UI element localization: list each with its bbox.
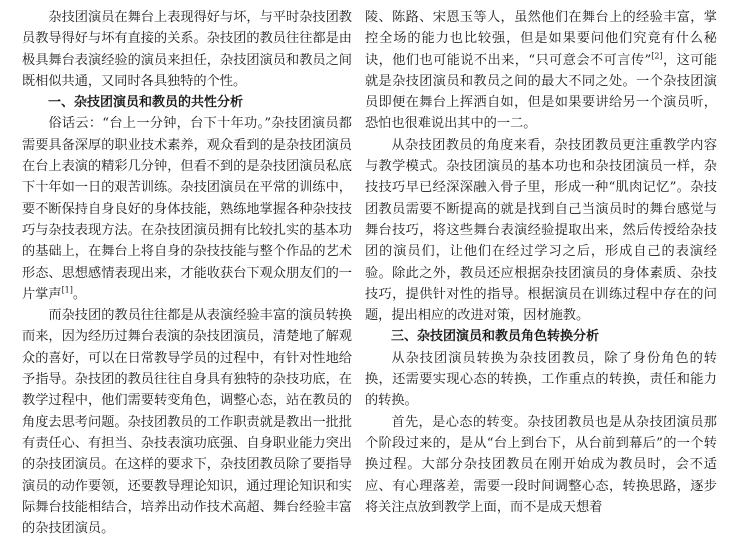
section-heading-3: 三、杂技团演员和教员角色转换分析 [391,329,600,345]
paragraph-2: 而杂技团的教员往往都是从表演经验丰富的演员转换而来，因为经历过舞台表演的杂技团演员，清楚地了解观众的喜好，可以在日常教导学员的过程中，有针对性地给予指导。杂技团的教员往往自身具有独特的杂技功底，在教学过程中，他们需要转变角色，调整心态，站在教员的角度去思考问题。杂技团教员的工作职责就是教出一批批有责任心、有担当、杂技表演功底强、自身职业能力突出的杂技团演员。在这样的要求下，杂技团教员除了要指导演员的动作要领，还要教导理论知识，通过理论知识和实际舞台技能相结合，培养出动作技术高超、舞台经验丰富的杂技团演员。 [22,308,352,537]
paragraph-1-end: 。 [72,286,87,302]
citation-ref-2[interactable]: [2] [651,51,663,61]
intro-paragraph: 杂技团演员在舞台上表现得好与坏，与平时杂技团教员教导得好与坏有直接的关系。杂技团的教员往往都是由极具舞台表演经验的演员来担任，杂技团演员和教员之间既相似共通，又同时各具独特的个性。 [22,10,352,89]
section-heading-1: 一、杂技团演员和教员的共性分析 [48,95,244,111]
citation-ref-1[interactable]: [1] [61,285,73,295]
right-column [365,7,717,518]
continued-paragraph-text: 陵、陈路、宋恩玉等人，虽然他们在舞台上的经验丰富，掌控全场的能力也比较强，但是如果要问他们究竟有什么秘诀，他们也可能说不出来，“只可意会不可言传” [365,10,717,68]
continued-paragraph-end: ，这可能就是杂技团演员和教员之间的最大不同之处。一个杂技团演员即便在舞台上挥洒自如，但是如果要讲给另一个演员听，恐怕也很难说出其中的一二。 [365,52,718,132]
continued-paragraph [365,7,717,135]
paragraph-4: 从杂技团演员转换为杂技团教员，除了身份角色的转换，还需要实现心态的转换，工作重点的转换，责任和能力的转换。 [365,350,717,409]
left-column [22,7,352,539]
paragraph-1-text: 俗话云：“台上一分钟，台下十年功。”杂技团演员都需要具备深厚的职业技术素养，观众看到的是杂技团演员在台上表演的精彩几分钟，但看不到的是杂技团演员私底下十年如一日的艰苦训练。杂技团演员在平常的训练中，要不断保持自身良好的身体技能，熟练地掌握各种杂技技巧与杂技表现方法。在杂技团演员拥有比较扎实的基本功的基础上，在舞台上将自身的杂技技能与整个作品的艺术形态、思想感情表现出来，才能收获台下观众朋友们的一片掌声 [22,116,352,302]
paragraph-5: 首先，是心态的转变。杂技团教员也是从杂技团演员那个阶段过来的，是从“台上到台下，从台前到幕后”的一个转换过程。大部分杂技团教员在刚开始成为教员时，会不适应、有心理落差，需要一段时间调整心态，转换思路，逐步将关注点放到教学上面，而不是成天想着 [365,414,717,515]
paragraph-1 [22,113,352,305]
paragraph-3: 从杂技团教员的角度来看，杂技团教员更注重教学内容与教学模式。杂技团演员的基本功也和杂技团演员一样，杂技技巧早已经深深融入骨子里，形成一种“肌肉记忆”。杂技团教员需要不断提高的就是找到自己当演员时的舞台感觉与舞台技巧，将这些舞台表演经验提取出来，然后传授给杂技团的演员们，让他们在经过学习之后，形成自己的表演经验。除此之外，教员还应根据杂技团演员的身体素质、杂技技巧，提供针对性的指导。根据演员在训练过程中存在的问题，提出相应的改进对策，因材施教。 [365,137,717,324]
